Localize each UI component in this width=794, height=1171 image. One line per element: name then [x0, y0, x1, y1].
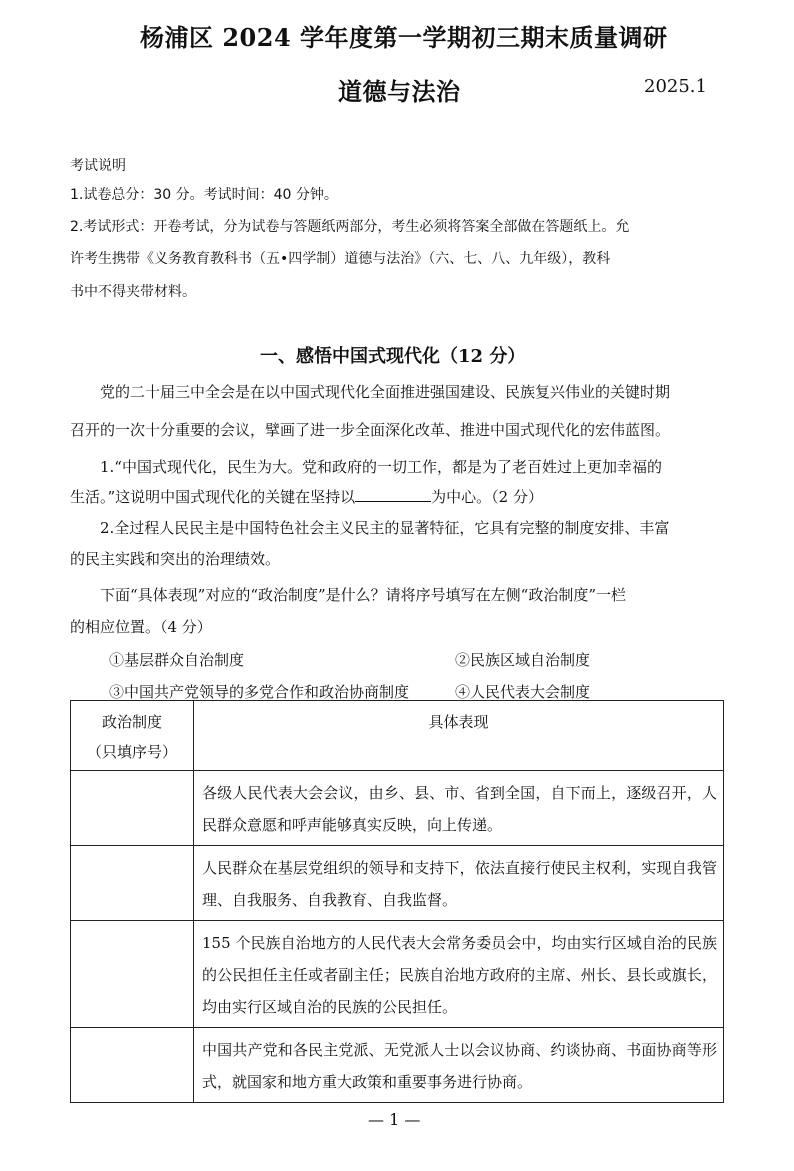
table-row [71, 846, 724, 921]
section-1-title: 一、感悟中国式现代化（12 分） [260, 346, 526, 367]
header-col1-line1: 政治制度 [101, 713, 162, 731]
manifestation-text: 人民群众在基层党组织的领导和支持下，依法直接行使民主权利，实现自我管理、自我服务、自我教育、自我监督。 [194, 846, 724, 921]
subject-title: 道德与法治 [338, 77, 461, 106]
answer-cell[interactable] [71, 921, 194, 1028]
instructions-item-1: 1.试卷总分：30 分。考试时间：40 分钟。 [70, 187, 338, 203]
section-1-intro-line-2: 召开的一次十分重要的会议，擘画了进一步全面深化改革、推进中国式现代化的宏伟蓝图。 [70, 421, 671, 439]
answer-cell[interactable] [71, 846, 194, 921]
answer-blank[interactable] [355, 487, 431, 502]
question-1-text-a: 生活。”这说明中国式现代化的关键在坚持以 [70, 488, 356, 506]
header-specific-manifestation [194, 701, 724, 771]
table-row [71, 771, 724, 846]
question-2-line-1: 2.全过程人民民主是中国特色社会主义民主的显著特征，它具有完整的制度安排、丰富 [100, 519, 670, 537]
instructions-heading: 考试说明 [70, 158, 126, 174]
policy-table [70, 700, 724, 1103]
section-1-intro-line-1: 党的二十届三中全会是在以中国式现代化全面推进强国建设、民族复兴伟业的关键时期 [100, 383, 671, 401]
option-1: ①基层群众自治制度 [109, 651, 245, 669]
instructions-item-2-line-2: 许考生携带《义务教育教科书（五•四学制）道德与法治》（六、七、八、九年级），教科 [70, 251, 611, 267]
header-col1-line2: （只填序号） [86, 743, 177, 761]
question-1-line-2 [70, 486, 543, 507]
page-number: — 1 — [368, 1110, 421, 1129]
exam-date: 2025.1 [644, 76, 707, 97]
question-1-line-1: 1.“中国式现代化，民生为大。党和政府的一切工作，都是为了老百姓过上更加幸福的 [100, 458, 662, 476]
table-row [71, 1028, 724, 1103]
table-row [71, 921, 724, 1028]
instructions-item-2-line-3: 书中不得夹带材料。 [70, 284, 196, 300]
answer-cell[interactable] [71, 1028, 194, 1103]
instructions-item-2-line-1: 2.考试形式：开卷考试，分为试卷与答题纸两部分，考生必须将答案全部做在答题纸上。允 [70, 219, 630, 235]
option-4: ④人民代表大会制度 [455, 683, 591, 701]
manifestation-text: 155 个民族自治地方的人民代表大会常务委员会中，均由实行区域自治的民族的公民担任主任或者副主任；民族自治地方政府的主席、州长、县长或旗长，均由实行区域自治的民族的公民担任。 [194, 921, 724, 1028]
question-2-line-3: 下面“具体表现”对应的“政治制度”是什么？请将序号填写在左侧“政治制度”一栏 [100, 586, 627, 604]
option-2: ②民族区域自治制度 [455, 651, 591, 669]
question-1-text-b: 为中心。（2 分） [431, 488, 543, 506]
question-2-line-2: 的民主实践和突出的治理绩效。 [70, 550, 281, 568]
answer-cell[interactable] [71, 771, 194, 846]
option-3: ③中国共产党领导的多党合作和政治协商制度 [109, 683, 410, 701]
manifestation-text: 各级人民代表大会会议，由乡、县、市、省到全国，自下而上，逐级召开，人民群众意愿和呼声能够真实反映，向上传递。 [194, 771, 724, 846]
manifestation-text: 中国共产党和各民主党派、无党派人士以会议协商、约谈协商、书面协商等形式，就国家和地方重大政策和重要事务进行协商。 [194, 1028, 724, 1103]
question-2-line-4: 的相应位置。（4 分） [70, 618, 212, 636]
table-header-row [71, 701, 724, 771]
exam-title: 杨浦区 2024 学年度第一学期初三期末质量调研 [140, 23, 668, 52]
header-col2-text: 具体表现 [428, 713, 489, 731]
header-political-system [71, 701, 194, 771]
